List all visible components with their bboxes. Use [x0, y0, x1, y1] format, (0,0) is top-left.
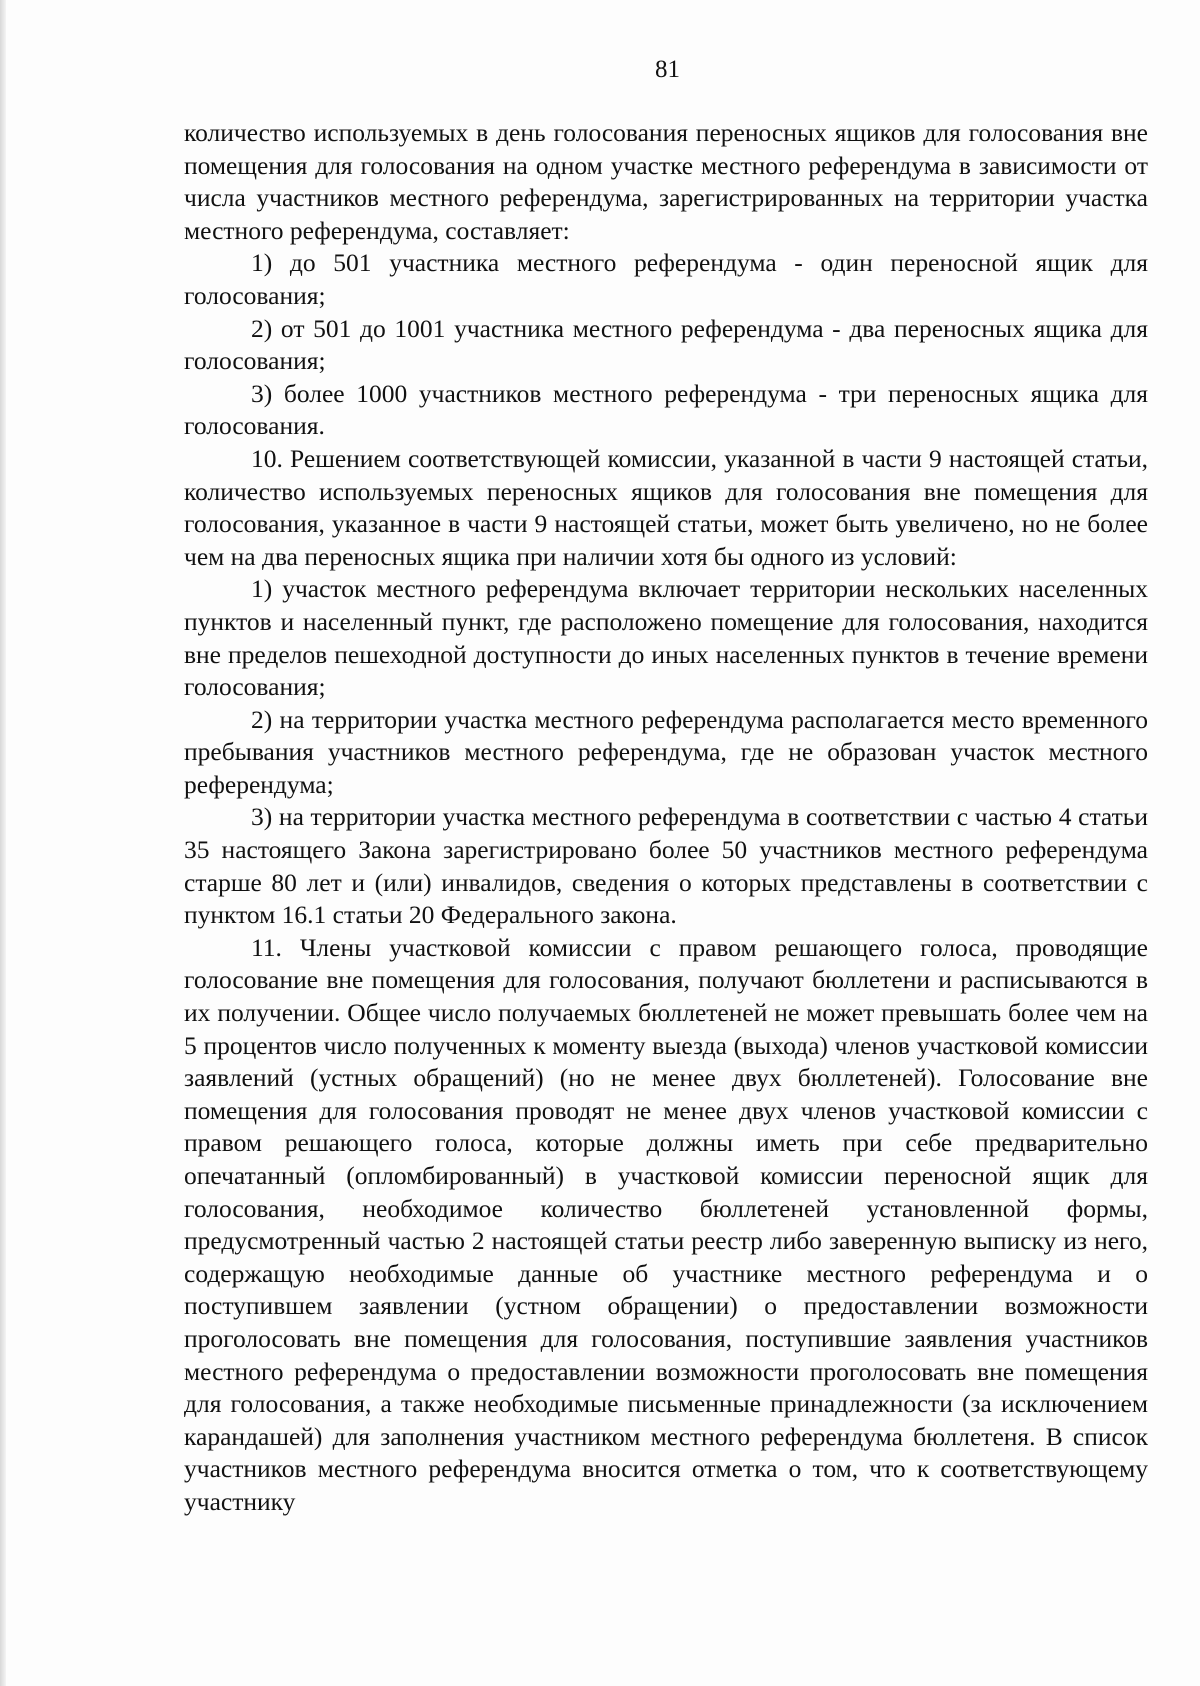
- list-item-condition-2: 2) на территории участка местного референдума располагается место временного пребывания участников местного референдума, где не образован участок местного референдума;: [184, 704, 1148, 799]
- list-item-box-count-3: 3) более 1000 участников местного референдума - три переносных ящика для голосования.: [184, 378, 1148, 441]
- page-number: 81: [655, 56, 680, 83]
- document-body: [184, 117, 1148, 1519]
- scan-edge: [0, 0, 6, 1686]
- paragraph-part-10: 10. Решением соответствующей комиссии, указанной в части 9 настоящей статьи, количество используемых переносных ящиков для голосования вне помещения для голосования, указанное в части 9 настоящей статьи, может быть увеличено, но не более чем на два переносных ящика при наличии хотя бы одного из условий:: [184, 443, 1148, 571]
- paragraph-intro-continuation: количество используемых в день голосования переносных ящиков для голосования вне помещения для голосования на одном участке местного референдума в зависимости от числа участников местного референдума, зарегистрированных на территории участка местного референдума, составляет:: [184, 118, 1148, 245]
- paragraph-part-11: 11. Члены участковой комиссии с правом решающего голоса, проводящие голосование вне помещения для голосования, получают бюллетени и расписываются в их получении. Общее число получаемых бюллетеней не может превышать более чем на 5 процентов число полученных к моменту выезда (выхода) членов участковой комиссии заявлений (устных обращений) (но не менее двух бюллетеней). Голосование вне помещения для голосования проводят не менее двух членов участковой комиссии с правом решающего голоса, которые должны иметь при себе предварительно опечатанный (опломбированный) в участковой комиссии переносной ящик для голосования, необходимое количество бюллетеней установленной формы, предусмотренный частью 2 настоящей статьи реестр либо заверенную выписку из него, содержащую необходимые данные об участнике местного референдума и о поступившем заявлении (устном обращении) о предоставлении возможности проголосовать вне помещения для голосования, поступившие заявления участников местного референдума о предоставлении возможности проголосовать вне помещения для голосования, а также необходимые письменные принадлежности (за исключением карандашей) для заполнения участником местного референдума бюллетеня. В список участников местного референдума вносится отметка о том, что к соответствующему участнику: [184, 932, 1148, 1516]
- list-item-condition-1: 1) участок местного референдума включает территории нескольких населенных пунктов и населенный пункт, где расположено помещение для голосования, находится вне пределов пешеходной доступности до иных населенных пунктов в течение времени голосования;: [184, 574, 1148, 702]
- list-item-condition-3: 3) на территории участка местного референдума в соответствии с частью 4 статьи 35 настоящего Закона зарегистрировано более 50 участников местного референдума старше 80 лет и (или) инвалидов, сведения о которых представлены в соответствии с пунктом 16.1 статьи 20 Федерального закона.: [184, 802, 1148, 930]
- list-item-box-count-1: 1) до 501 участника местного референдума - один переносной ящик для голосования;: [184, 248, 1148, 310]
- list-item-box-count-2: 2) от 501 до 1001 участника местного референдума - два переносных ящика для голосования;: [184, 313, 1148, 376]
